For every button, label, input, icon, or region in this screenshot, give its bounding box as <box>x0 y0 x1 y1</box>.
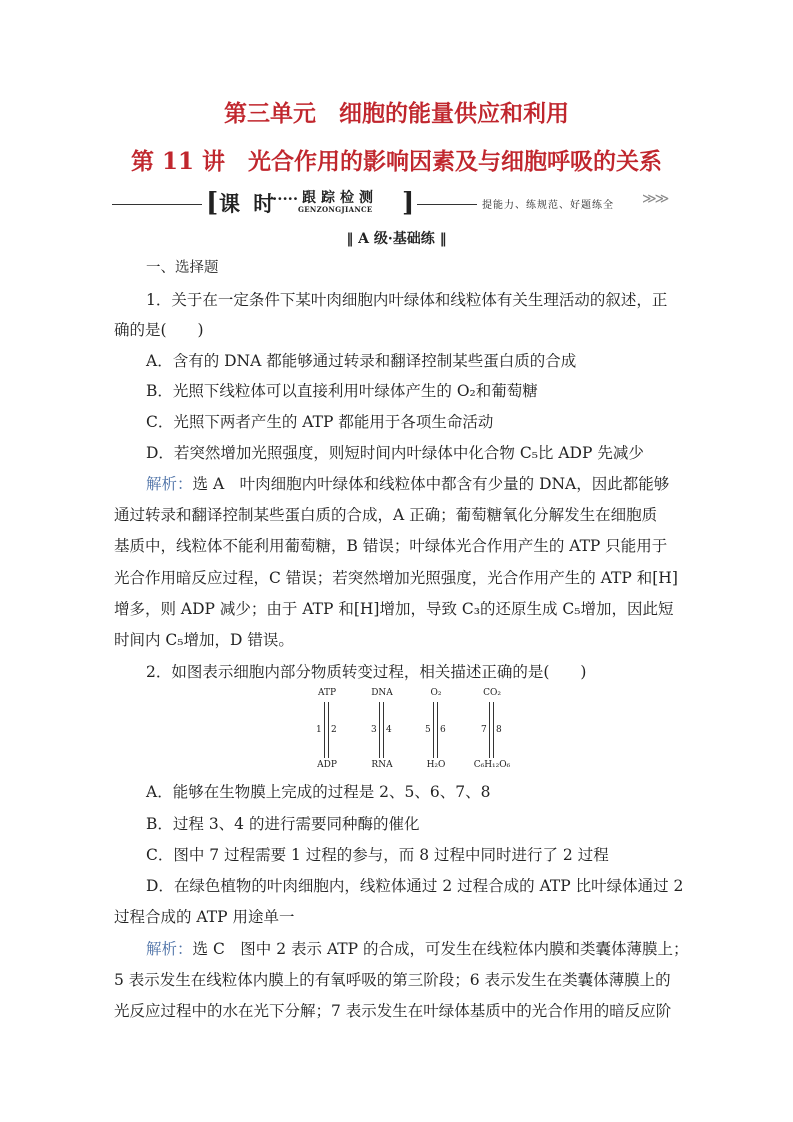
fig-arrow-down-icon <box>328 702 329 758</box>
q2-analysis-line2: 5 表示发生在线粒体内膜上的有氧呼吸的第三阶段；6 表示发生在类囊体薄膜上的 <box>114 971 671 989</box>
q2-option-c: C．图中 7 过程需要 1 过程的参与，而 8 过程中同时进行了 2 过程 <box>146 846 609 864</box>
q2-analysis-text1: 选 C 图中 2 表示 ATP 的合成，可发生在线粒体内膜和类囊体薄膜上； <box>192 940 689 958</box>
q1-analysis-text1: 选 A 叶肉细胞内叶绿体和线粒体中都含有少量的 DNA，因此都能够 <box>192 475 670 493</box>
fig-arrow-down-icon <box>383 702 384 758</box>
fig-glucose-label: C₆H₁₂O₆ <box>473 760 511 770</box>
banner-right-rule <box>417 204 477 205</box>
fig-co2-label: CO₂ <box>483 688 501 698</box>
q1-analysis-line3: 基质中，线粒体不能利用葡萄糖，B 错误；叶绿体光合作用产生的 ATP 只能用于 <box>114 537 668 555</box>
level-heading: ‖ A 级·基础练 ‖ <box>346 231 447 247</box>
fig-num-7: 7 <box>481 725 487 735</box>
fig-arrow-down-icon <box>437 702 438 758</box>
banner-slogan: 提能力、练规范、好题练全 <box>482 200 614 211</box>
q2-analysis-line1 <box>146 939 689 959</box>
q2-option-a: A．能够在生物膜上完成的过程是 2、5、6、7、8 <box>146 783 491 801</box>
fig-num-5: 5 <box>425 725 431 735</box>
fig-o2-label: O₂ <box>430 688 442 698</box>
q2-figure <box>300 688 520 776</box>
q1-option-d: D．若突然增加光照强度，则短时间内叶绿体中化合物 C₅比 ADP 先减少 <box>146 444 644 462</box>
fig-adp-label: ADP <box>317 760 337 770</box>
q1-stem-line1: 1．关于在一定条件下某叶肉细胞内叶绿体和线粒体有关生理活动的叙述，正 <box>146 291 668 309</box>
q1-analysis-line4: 光合作用暗反应过程，C 错误；若突然增加光照强度，光合作用产生的 ATP 和[H] <box>114 569 678 587</box>
q1-analysis-line6: 时间内 C₅增加，D 错误。 <box>114 631 294 649</box>
banner-left-bracket: [ <box>206 188 219 218</box>
section-heading: 一、选择题 <box>146 260 219 276</box>
banner-left-rule <box>112 204 202 205</box>
fig-num-1: 1 <box>316 725 322 735</box>
q1-analysis-line5: 增多，则 ADP 减少；由于 ATP 和[H]增加，导致 C₃的还原生成 C₅增加，因此短 <box>114 600 674 618</box>
banner-dots: ····· <box>272 190 299 208</box>
fig-rna-label: RNA <box>371 760 393 770</box>
banner-arrows-icon: ≫≫ <box>642 191 668 207</box>
fig-num-3: 3 <box>371 725 377 735</box>
fig-arrow-up-icon <box>433 702 434 758</box>
banner-genzong-pinyin: GENZONGJIANCE <box>298 205 373 214</box>
fig-num-4: 4 <box>386 725 392 735</box>
q1-option-a: A．含有的 DNA 都能够通过转录和翻译控制某些蛋白质的合成 <box>146 352 577 370</box>
q2-option-b: B．过程 3、4 的进行需要同种酶的催化 <box>146 815 420 833</box>
q1-analysis-line1 <box>146 474 669 494</box>
q1-analysis-line2: 通过转录和翻译控制某些蛋白质的合成，A 正确；葡萄糖氧化分解发生在细胞质 <box>114 506 658 524</box>
unit-title: 第三单元 细胞的能量供应和利用 <box>224 100 569 127</box>
fig-h2o-label: H₂O <box>426 760 446 770</box>
fig-num-2: 2 <box>331 725 337 735</box>
fig-arrow-down-icon <box>493 702 494 758</box>
fig-atp-label: ATP <box>317 688 337 698</box>
fig-num-6: 6 <box>440 725 446 735</box>
q2-stem: 2．如图表示细胞内部分物质转变过程，相关描述正确的是( ) <box>146 663 587 681</box>
q1-stem-line2: 确的是( ) <box>114 321 204 339</box>
q2-option-d-line1: D．在绿色植物的叶肉细胞内，线粒体通过 2 过程合成的 ATP 比叶绿体通过 2 <box>146 877 684 895</box>
q1-option-c: C．光照下两者产生的 ATP 都能用于各项生命活动 <box>146 413 494 431</box>
q2-analysis-label: 解析： <box>146 940 193 958</box>
fig-arrow-up-icon <box>379 702 380 758</box>
banner-genzong: 跟踪检测 <box>302 190 378 206</box>
fig-dna-label: DNA <box>371 688 393 698</box>
q1-analysis-label: 解析： <box>146 475 193 493</box>
fig-arrow-up-icon <box>324 702 325 758</box>
banner-keshi: 课 时 <box>219 191 278 216</box>
banner-right-bracket: ] <box>402 188 415 218</box>
practice-banner <box>112 186 672 216</box>
fig-num-8: 8 <box>496 725 502 735</box>
q1-option-b: B．光照下线粒体可以直接利用叶绿体产生的 O₂和葡萄糖 <box>146 382 538 400</box>
fig-arrow-up-icon <box>489 702 490 758</box>
q2-analysis-line3: 光反应过程中的水在光下分解；7 表示发生在叶绿体基质中的光合作用的暗反应阶 <box>114 1002 672 1020</box>
q2-option-d-line2: 过程合成的 ATP 用途单一 <box>114 908 295 926</box>
lecture-title: 第 11 讲 光合作用的影响因素及与细胞呼吸的关系 <box>130 148 663 175</box>
